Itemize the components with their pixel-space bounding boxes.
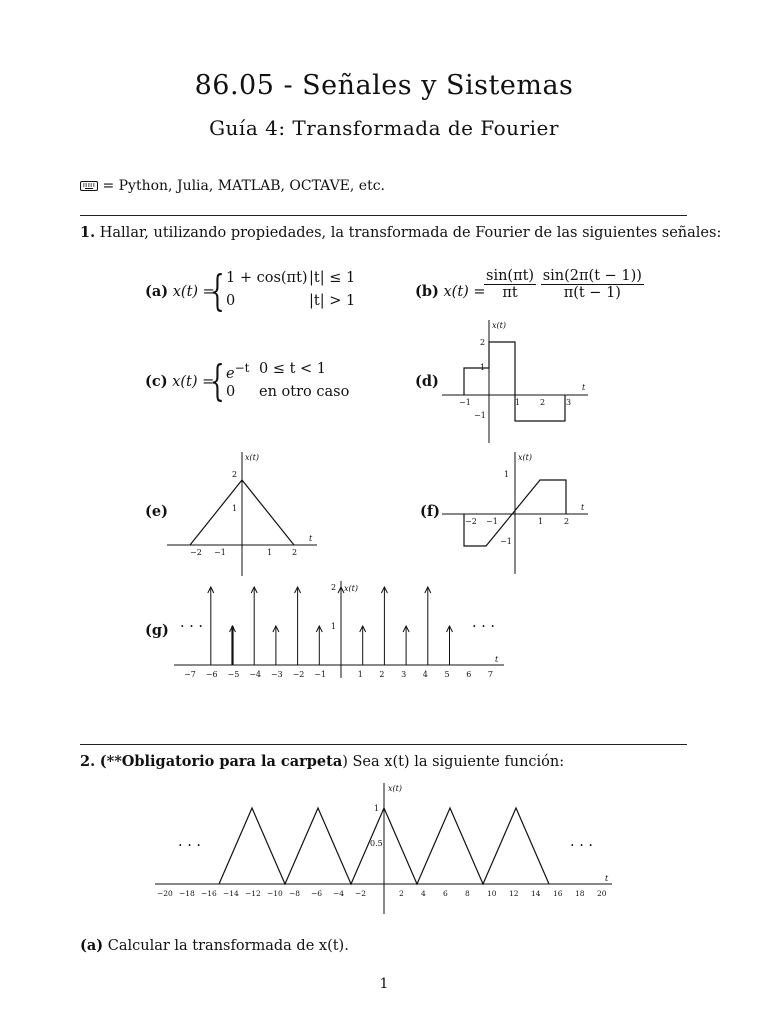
question-bold-text: (**Obligatorio para la carpeta xyxy=(99,753,343,770)
y-tick: 1 xyxy=(374,804,380,813)
x-tick: 7 xyxy=(487,670,493,679)
fraction-1 xyxy=(484,268,644,301)
x-tick: 5 xyxy=(444,670,450,679)
x-tick: 1 xyxy=(357,670,363,679)
x-ticks xyxy=(157,889,607,898)
x-tick: −1 xyxy=(314,670,327,679)
x-tick: 18 xyxy=(575,889,585,898)
item-label: (c) xyxy=(145,373,168,390)
x-tick: 2 xyxy=(399,889,404,898)
x-tick: −7 xyxy=(184,670,196,679)
x-label: t xyxy=(582,383,586,392)
divider xyxy=(80,744,687,745)
case-1: 1 + cos(πt) xyxy=(226,270,308,286)
plot-d xyxy=(440,315,600,450)
case-2: 0 xyxy=(226,293,236,309)
numerator: sin(πt) xyxy=(486,268,535,284)
question-number: 2. xyxy=(80,753,96,770)
y-label: x(t) xyxy=(344,584,358,593)
x-tick: −6 xyxy=(311,889,323,898)
y-tick: 1 xyxy=(331,622,337,631)
x-tick: 20 xyxy=(597,889,607,898)
signal-curve xyxy=(464,342,565,421)
plot-q2 xyxy=(150,778,620,918)
tools-text: = Python, Julia, MATLAB, OCTAVE, etc. xyxy=(102,178,386,194)
x-tick: 2 xyxy=(292,548,298,557)
item-label: (f) xyxy=(420,503,440,520)
page-subtitle: Guía 4: Transformada de Fourier xyxy=(209,116,559,140)
x-tick: 10 xyxy=(487,889,497,898)
item-label: (a) xyxy=(80,937,104,954)
x-tick: −4 xyxy=(333,889,345,898)
cond-1: |t| ≤ 1 xyxy=(309,270,356,286)
x-tick: −1 xyxy=(459,398,471,407)
ellipsis-left: · · · xyxy=(180,619,204,635)
ellipsis-right: · · · xyxy=(570,838,594,854)
x-label: t xyxy=(605,874,609,883)
y-tick: 0.5 xyxy=(370,839,383,848)
x-tick: 2 xyxy=(564,517,570,526)
y-label: x(t) xyxy=(518,453,532,462)
plot-f xyxy=(440,448,600,578)
item-b xyxy=(415,283,486,300)
equation-lhs: x(t) = xyxy=(172,374,215,390)
question-1 xyxy=(80,224,721,241)
y-label: x(t) xyxy=(492,321,506,330)
item-d xyxy=(415,373,439,390)
x-tick: −1 xyxy=(214,548,226,557)
keyboard-icon xyxy=(80,181,98,191)
cond-2: en otro caso xyxy=(259,384,350,400)
equation-lhs: x(t) = xyxy=(443,284,486,300)
item-c xyxy=(145,373,214,390)
y-label: x(t) xyxy=(388,784,402,793)
item-label: (g) xyxy=(145,622,169,639)
x-label: t xyxy=(309,534,313,543)
x-tick: −4 xyxy=(249,670,261,679)
item-f xyxy=(420,503,440,520)
denominator: πt xyxy=(502,285,518,301)
x-tick: 1 xyxy=(267,548,273,557)
page-title: 86.05 - Señales y Sistemas xyxy=(194,70,574,101)
x-tick: −2 xyxy=(292,670,305,679)
plot-e xyxy=(165,448,325,580)
x-tick: 14 xyxy=(531,889,541,898)
x-tick: −12 xyxy=(245,889,261,898)
x-tick: −6 xyxy=(205,670,218,679)
x-tick: 12 xyxy=(509,889,519,898)
x-label: t xyxy=(581,503,585,512)
x-tick: 8 xyxy=(465,889,470,898)
y-tick: 1 xyxy=(232,504,238,513)
item-label: (b) xyxy=(415,283,439,300)
plot-g xyxy=(172,578,512,683)
question-text: Hallar, utilizando propiedades, la transformada de Fourier de las siguientes señales: xyxy=(99,225,722,241)
x-tick: 1 xyxy=(538,517,544,526)
x-label: t xyxy=(495,655,499,664)
x-tick: −5 xyxy=(227,670,240,679)
x-tick: 3 xyxy=(401,670,407,679)
y-tick: −1 xyxy=(474,411,486,420)
x-tick: −2 xyxy=(355,889,367,898)
x-tick: −20 xyxy=(157,889,173,898)
x-tick: 2 xyxy=(540,398,546,407)
brace: { xyxy=(210,356,225,405)
tools-line xyxy=(80,178,385,194)
y-tick: −1 xyxy=(500,537,512,546)
x-tick: −1 xyxy=(486,517,498,526)
ellipsis-right: · · · xyxy=(472,619,496,635)
item-label: (d) xyxy=(415,373,439,390)
item-a xyxy=(145,283,215,300)
denominator: π(t − 1) xyxy=(563,285,621,301)
x-tick: −2 xyxy=(465,517,477,526)
ellipsis-left: · · · xyxy=(178,838,202,854)
case-2: 0 xyxy=(226,384,236,400)
x-tick: −14 xyxy=(223,889,239,898)
y-tick: 2 xyxy=(480,338,486,347)
y-tick: 2 xyxy=(331,583,337,592)
y-label: x(t) xyxy=(245,453,259,462)
x-tick: 6 xyxy=(466,670,472,679)
question-2 xyxy=(80,753,564,770)
x-tick: −3 xyxy=(270,670,283,679)
question-text: ) Sea x(t) la siguiente función: xyxy=(342,754,565,770)
item-g xyxy=(145,622,169,639)
item-label: (a) xyxy=(145,283,169,300)
x-tick: 4 xyxy=(421,889,426,898)
case-1: $e^{-t}$ xyxy=(226,361,250,382)
y-tick: 1 xyxy=(480,363,486,372)
numerator: sin(2π(t − 1)) xyxy=(542,268,642,284)
x-tick: −2 xyxy=(190,548,202,557)
x-tick: 1 xyxy=(515,398,521,407)
cond-2: |t| > 1 xyxy=(309,293,356,309)
x-ticks xyxy=(184,670,493,679)
cond-1: 0 ≤ t < 1 xyxy=(259,361,327,377)
x-tick: 4 xyxy=(422,670,428,679)
question-number: 1. xyxy=(80,224,96,241)
x-tick: −8 xyxy=(289,889,301,898)
x-tick: 6 xyxy=(443,889,448,898)
equation-lhs: x(t) = xyxy=(172,284,215,300)
y-tick: 2 xyxy=(232,470,238,479)
brace: { xyxy=(210,266,225,315)
item-text: Calcular la transformada de x(t). xyxy=(107,938,349,954)
x-tick: 16 xyxy=(553,889,563,898)
x-tick: −16 xyxy=(201,889,217,898)
x-tick: −10 xyxy=(267,889,283,898)
y-tick: 1 xyxy=(504,470,510,479)
item-label: (e) xyxy=(145,503,168,520)
page-number: 1 xyxy=(379,976,389,992)
x-tick: 2 xyxy=(379,670,385,679)
x-tick: 3 xyxy=(566,398,572,407)
x-tick: −18 xyxy=(179,889,195,898)
divider xyxy=(80,215,687,216)
item-2a xyxy=(80,937,349,954)
